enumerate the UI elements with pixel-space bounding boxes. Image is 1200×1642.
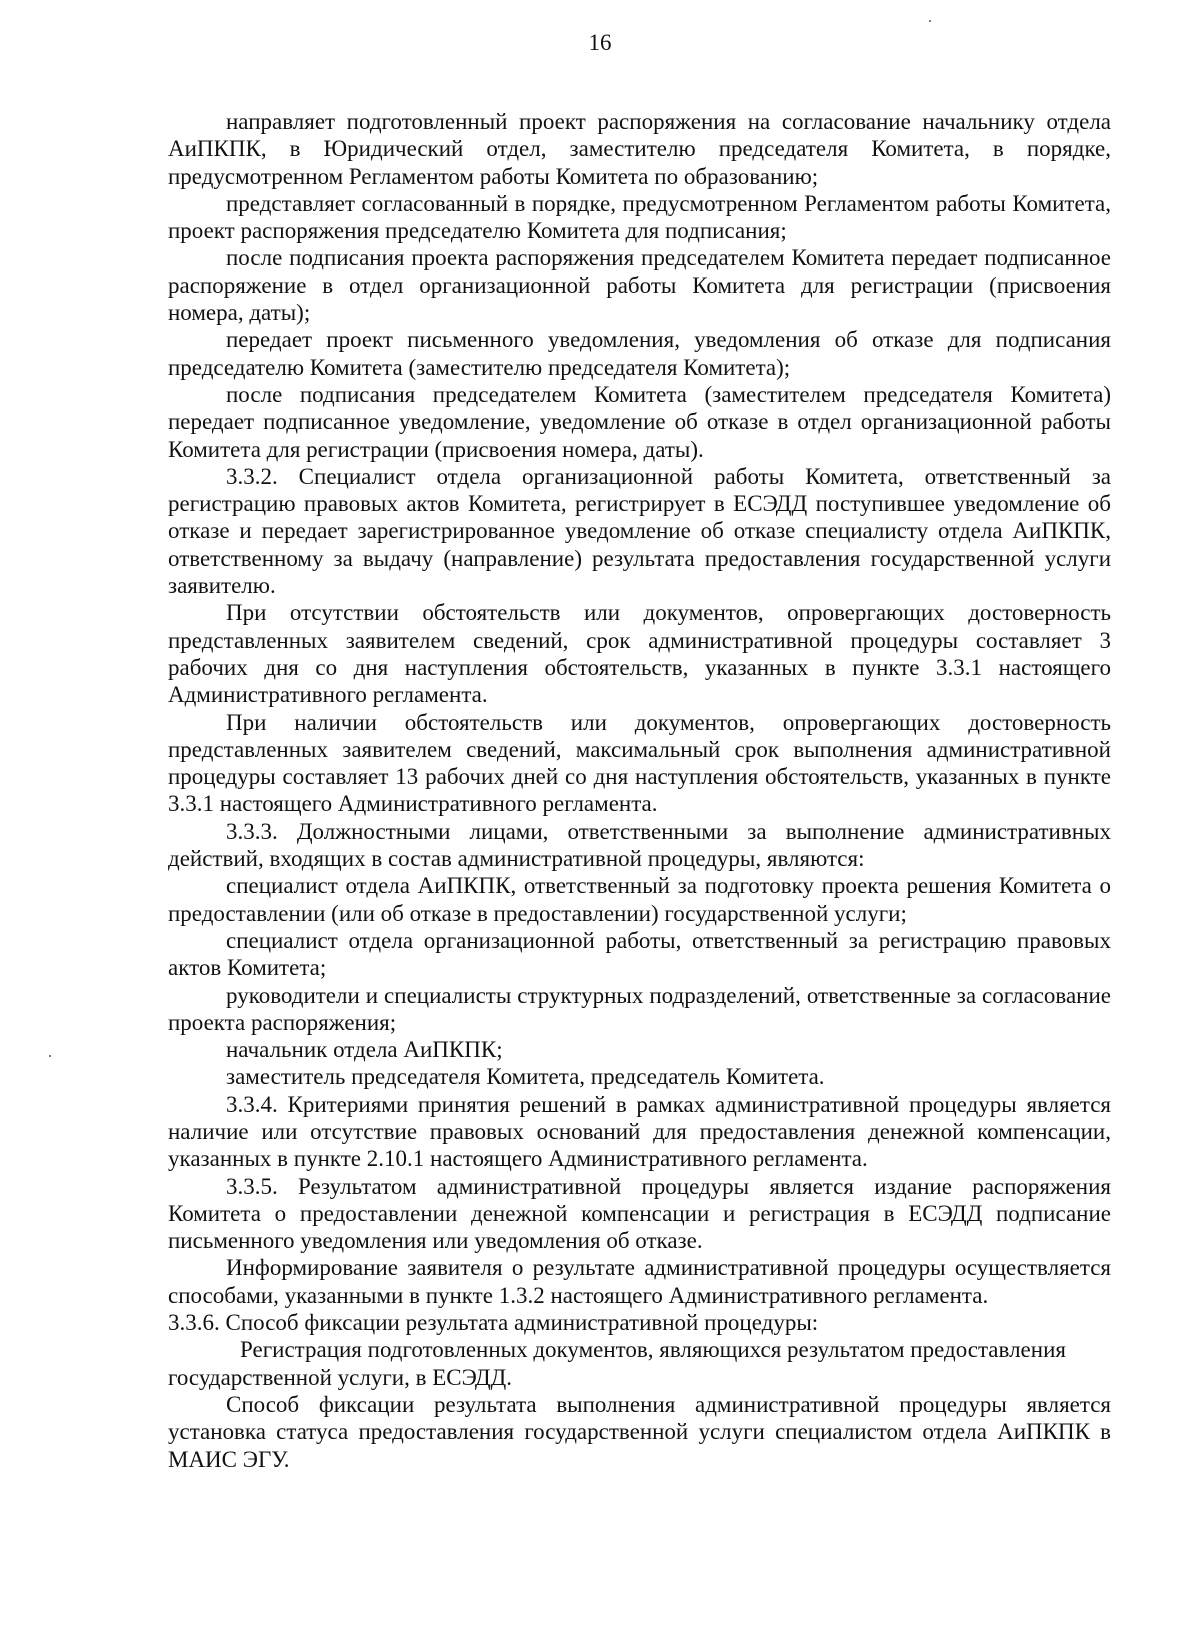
- paragraph: Информирование заявителя о результате административной процедуры осуществляется способами, указанными в пункте 1.3.2 настоящего Административного регламента.: [168, 1255, 1111, 1308]
- paragraph: заместитель председателя Комитета, председатель Комитета.: [226, 1064, 825, 1090]
- paragraph: Регистрация подготовленных документов, являющихся результатом предоставления государственной услуги, в ЕСЭДД.: [168, 1337, 1066, 1390]
- paragraph: начальник отдела АиПКПК;: [226, 1037, 503, 1063]
- paragraph: направляет подготовленный проект распоряжения на согласование начальнику отдела АиПКПК, в Юридический отдел, заместителю председателя Комитета, в порядке, предусмотренном Регламентом работы Комитета по образованию;: [168, 109, 1111, 189]
- scan-speck: [929, 20, 931, 22]
- paragraph: представляет согласованный в порядке, предусмотренном Регламентом работы Комитета, проект распоряжения председателю Комитета для подписания;: [168, 190, 1111, 244]
- page-number: 16: [588, 30, 612, 55]
- paragraph: после подписания проекта распоряжения председателем Комитета передает подписанное распоряжение в отдел организационной работы Комитета для регистрации (присвоения номера, даты);: [168, 245, 1111, 326]
- paragraph: специалист отдела АиПКПК, ответственный за подготовку проекта решения Комитета о предоставлении (или об отказе в предоставлении) государственной услуги;: [168, 873, 1111, 926]
- paragraph: 3.3.5. Результатом административной процедуры является издание распоряжения Комитета о предоставлении денежной компенсации и регистрация в ЕСЭДД подписание письменного уведомления или уведомления об отказе.: [168, 1173, 1111, 1254]
- paragraph: руководители и специалисты структурных подразделений, ответственные за согласование проекта распоряжения;: [168, 982, 1111, 1035]
- paragraph: 3.3.6. Способ фиксации результата административной процедуры:: [168, 1310, 819, 1336]
- paragraph: 3.3.2. Специалист отдела организационной работы Комитета, ответственный за регистрацию правовых актов Комитета, регистрирует в ЕСЭДД поступившее уведомление об отказе и передает зарегистрированное уведомление об отказе специалисту отдела АиПКПК, ответственному за выдачу (направление) результата предоставления государственной услуги заявителю.: [168, 463, 1111, 599]
- paragraph: специалист отдела организационной работы, ответственный за регистрацию правовых актов Комитета;: [168, 927, 1111, 981]
- paragraph: При наличии обстоятельств или документов, опровергающих достоверность представленных заявителем сведений, максимальный срок выполнения административной процедуры составляет 13 рабочих дней со дня наступления обстоятельств, указанных в пункте 3.3.1 настоящего Административного регламента.: [168, 709, 1111, 817]
- paragraph: 3.3.4. Критериями принятия решений в рамках административной процедуры является наличие или отсутствие правовых оснований для предоставления денежной компенсации, указанных в пункте 2.10.1 настоящего Административного регламента.: [168, 1091, 1111, 1172]
- paragraph: Способ фиксации результата выполнения административной процедуры является установка статуса предоставления государственной услуги специалистом отдела АиПКПК в МАИС ЭГУ.: [168, 1391, 1111, 1472]
- paragraph: после подписания председателем Комитета (заместителем председателя Комитета) передает подписанное уведомление, уведомление об отказе в отдел организационной работы Комитета для регистрации (присвоения номера, даты).: [168, 381, 1111, 462]
- document-body: [168, 108, 1111, 1473]
- paragraph: При отсутствии обстоятельств или документов, опровергающих достоверность представленных заявителем сведений, срок административной процедуры составляет 3 рабочих дня со дня наступления обстоятельств, указанных в пункте 3.3.1 настоящего Административного регламента.: [168, 600, 1111, 708]
- paragraph: передает проект письменного уведомления, уведомления об отказе для подписания председателю Комитета (заместителю председателя Комитета);: [168, 327, 1111, 380]
- scan-speck: [49, 1055, 51, 1057]
- paragraph: 3.3.3. Должностными лицами, ответственными за выполнение административных действий, входящих в состав административной процедуры, являются:: [168, 818, 1111, 872]
